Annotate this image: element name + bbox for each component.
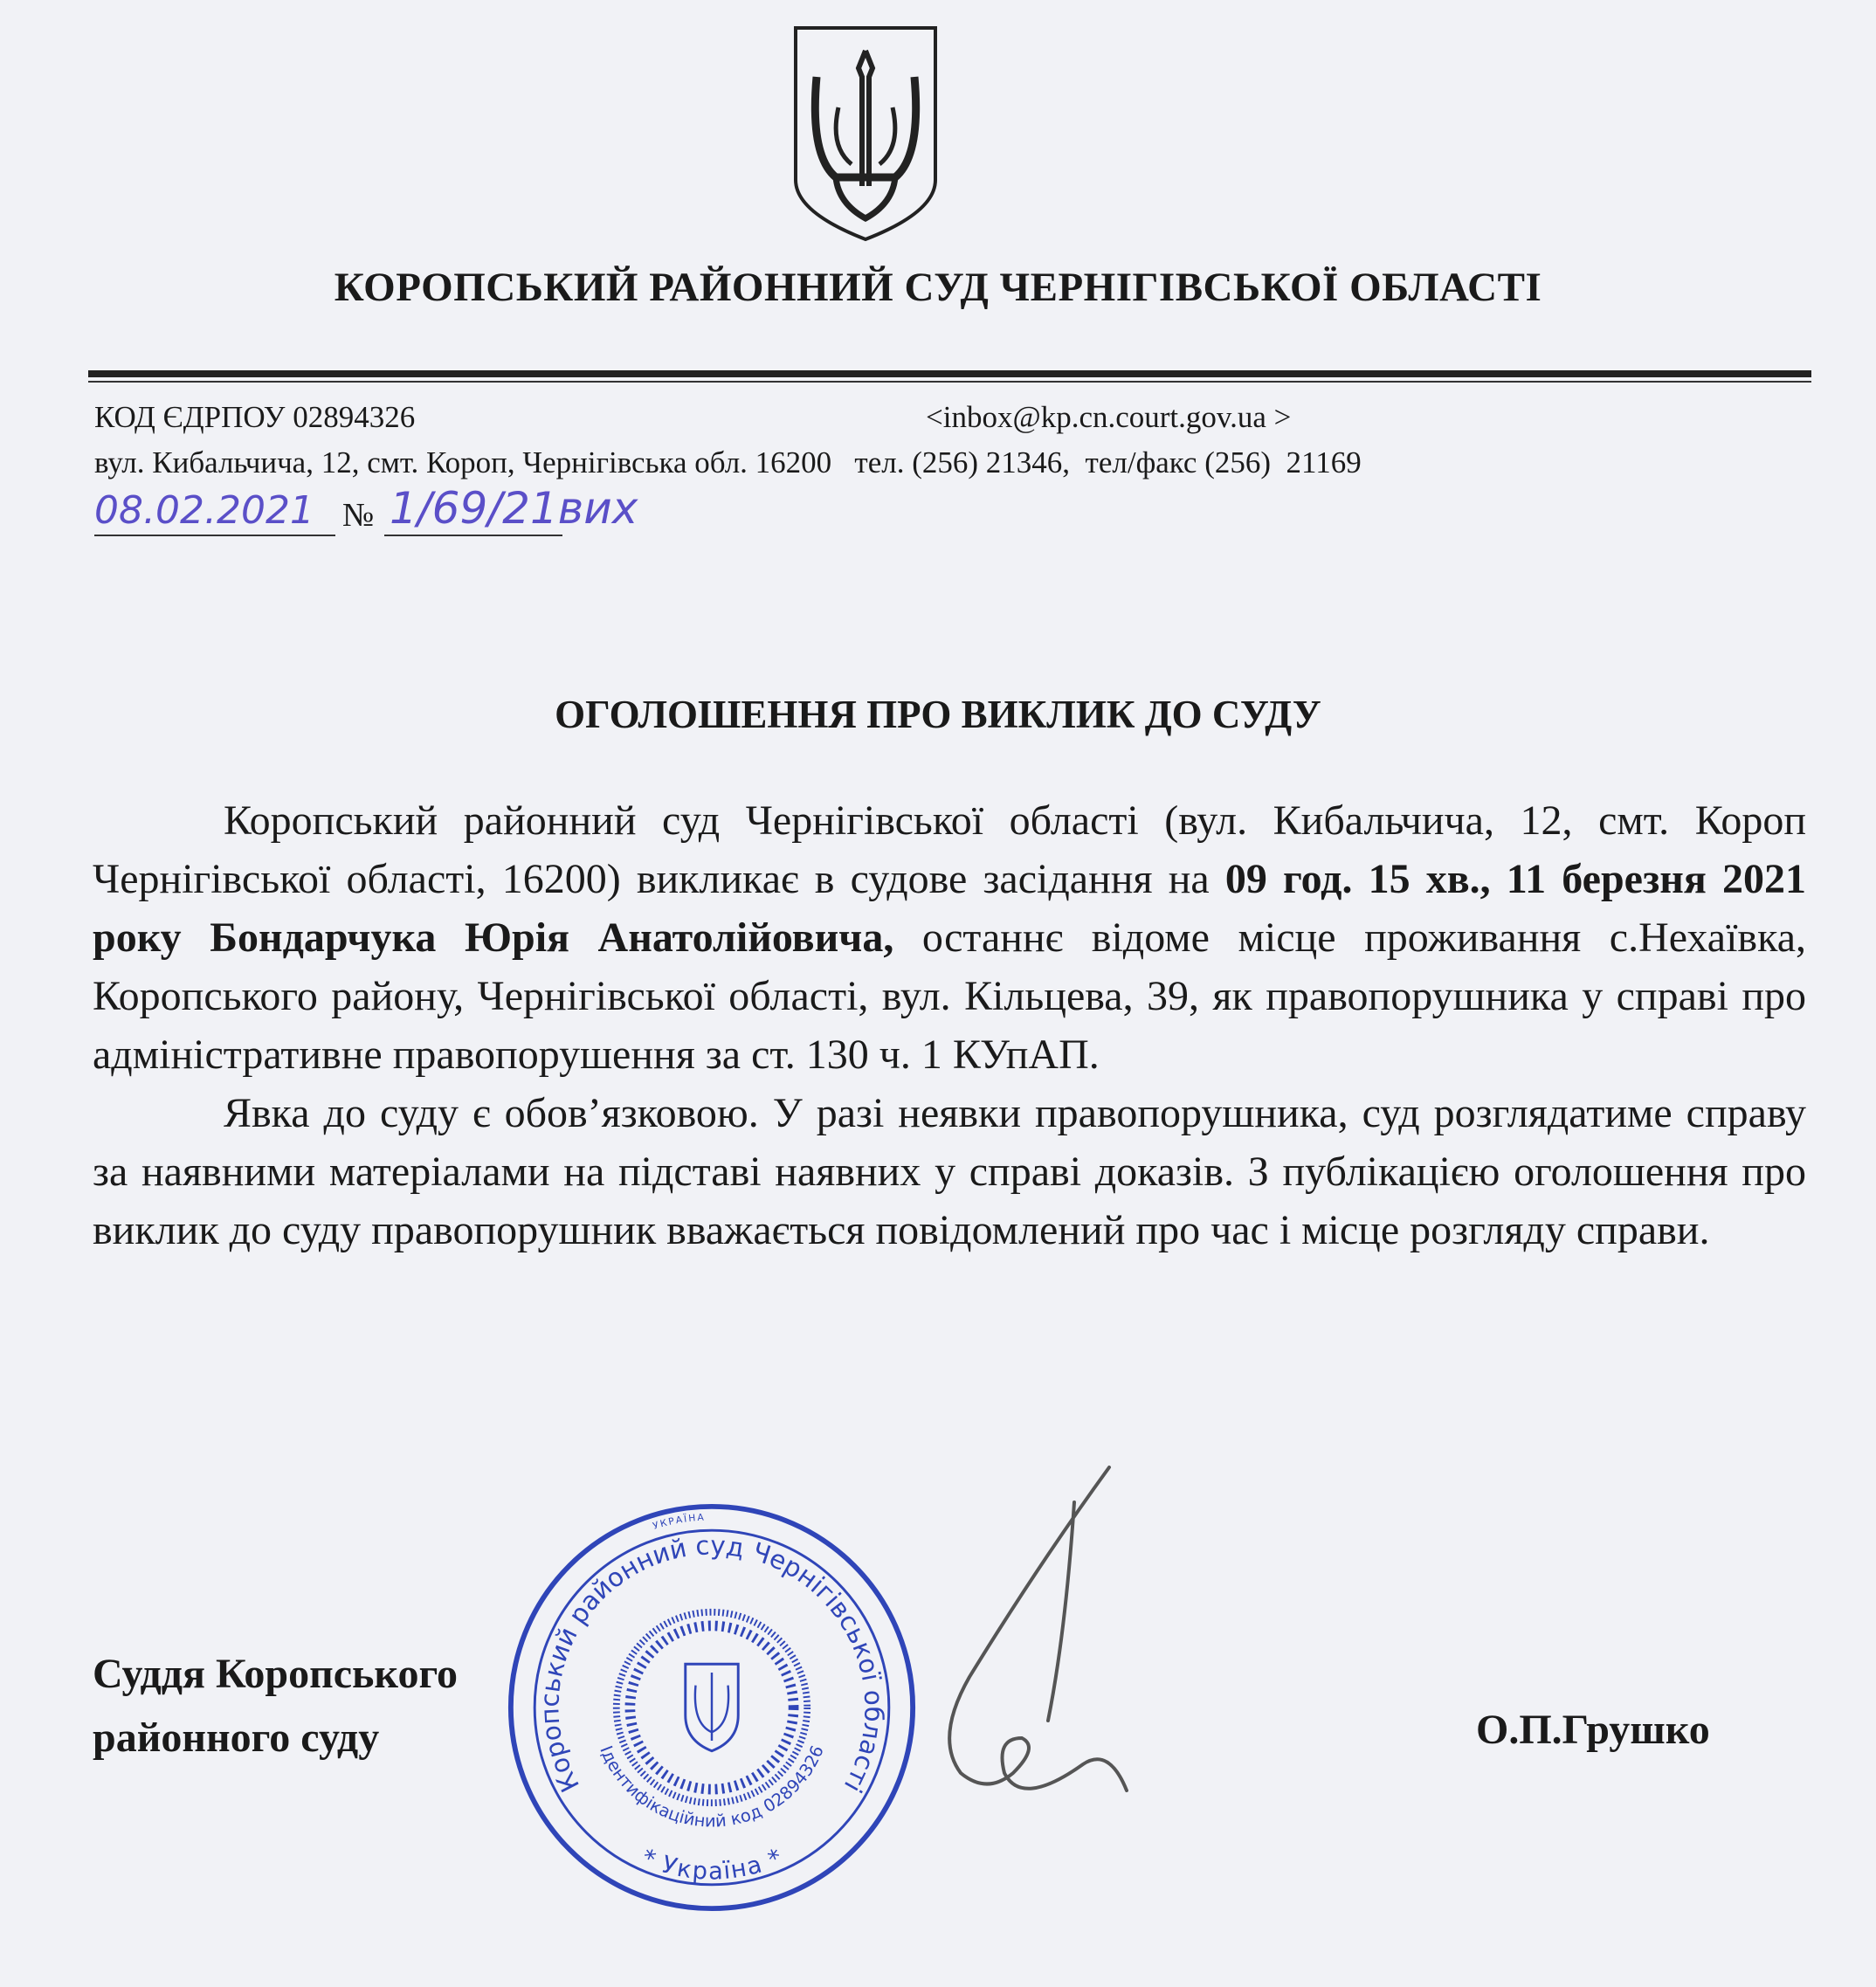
letterhead-divider xyxy=(88,370,1811,377)
judge-name: О.П.Грушко xyxy=(1476,1707,1710,1753)
court-address: вул. Кибальчича, 12, смт. Короп, Чернігівська обл. 16200 тел. (256) 21346, тел/факс (256) 21169 xyxy=(94,445,1362,480)
coat-of-arms-trident-icon xyxy=(790,24,941,243)
edrpou-code: КОД ЄДРПОУ 02894326 xyxy=(94,400,416,434)
letterhead-divider-thin xyxy=(88,381,1811,383)
handwritten-date: 08.02.2021 xyxy=(94,488,314,533)
stamp-outer-ring-text: УКРАЇНА xyxy=(651,1511,707,1532)
notice-paragraph-1 xyxy=(93,791,1806,1084)
court-name: КОРОПСЬКИЙ РАЙОННИЙ СУД ЧЕРНІГІВСЬКОЇ ОБЛАСТІ xyxy=(334,265,1542,310)
notice-heading: ОГОЛОШЕННЯ ПРО ВИКЛИК ДО СУДУ xyxy=(555,693,1321,736)
paragraph-text: Коропський районний суд Чернігівської області (вул. Кибальчича, 12, смт. Короп Чернігівської області, 16200) викликає в судове засідання на xyxy=(93,797,1806,902)
stamp-bottom-text: * Україна * xyxy=(638,1844,786,1886)
judge-title-line: Суддя Коропського xyxy=(93,1651,459,1697)
number-sign: № xyxy=(342,497,375,534)
handwritten-outgoing-number: 1/69/21вих xyxy=(390,483,638,534)
judge-title xyxy=(93,1642,458,1770)
date-underline xyxy=(94,535,335,536)
svg-text:* Україна * xyxy=(638,1845,786,1886)
stamp-code-text: Ідентифікаційний код 02894326 xyxy=(596,1742,828,1832)
judge-title-line: районного суду xyxy=(93,1714,380,1761)
hearing-time-and-person: 09 год. 15 хв., 11 березня 2021 року Бондарчука Юрія Анатолійовича, xyxy=(93,856,1806,961)
court-seal-stamp xyxy=(507,1502,917,1913)
court-email: <inbox@kp.cn.court.gov.ua > xyxy=(926,400,1292,434)
notice-paragraph-2: Явка до суду є обов’язковою. У разі неявки правопорушника, суд розглядатиме справу за наявними матеріалами на підставі наявних у справі доказів. З публікацією оголошення про виклик до суду правопорушник вважається повідомлений про час і місце розгляду справи. xyxy=(93,1090,1806,1253)
handwritten-signature xyxy=(935,1459,1135,1817)
stamp-main-text: Коропський районний суд Чернігівської області xyxy=(535,1530,889,1798)
number-underline xyxy=(384,535,562,536)
paragraph-text: останнє відоме місце проживання с.Нехаївка, Коропського району, Чернігівської області, вул. Кільцева, 39, як правопорушника у справі про адміністративне правопорушення за ст. 130 ч. 1 КУпАП. xyxy=(93,914,1806,1078)
notice-body xyxy=(93,791,1806,1259)
